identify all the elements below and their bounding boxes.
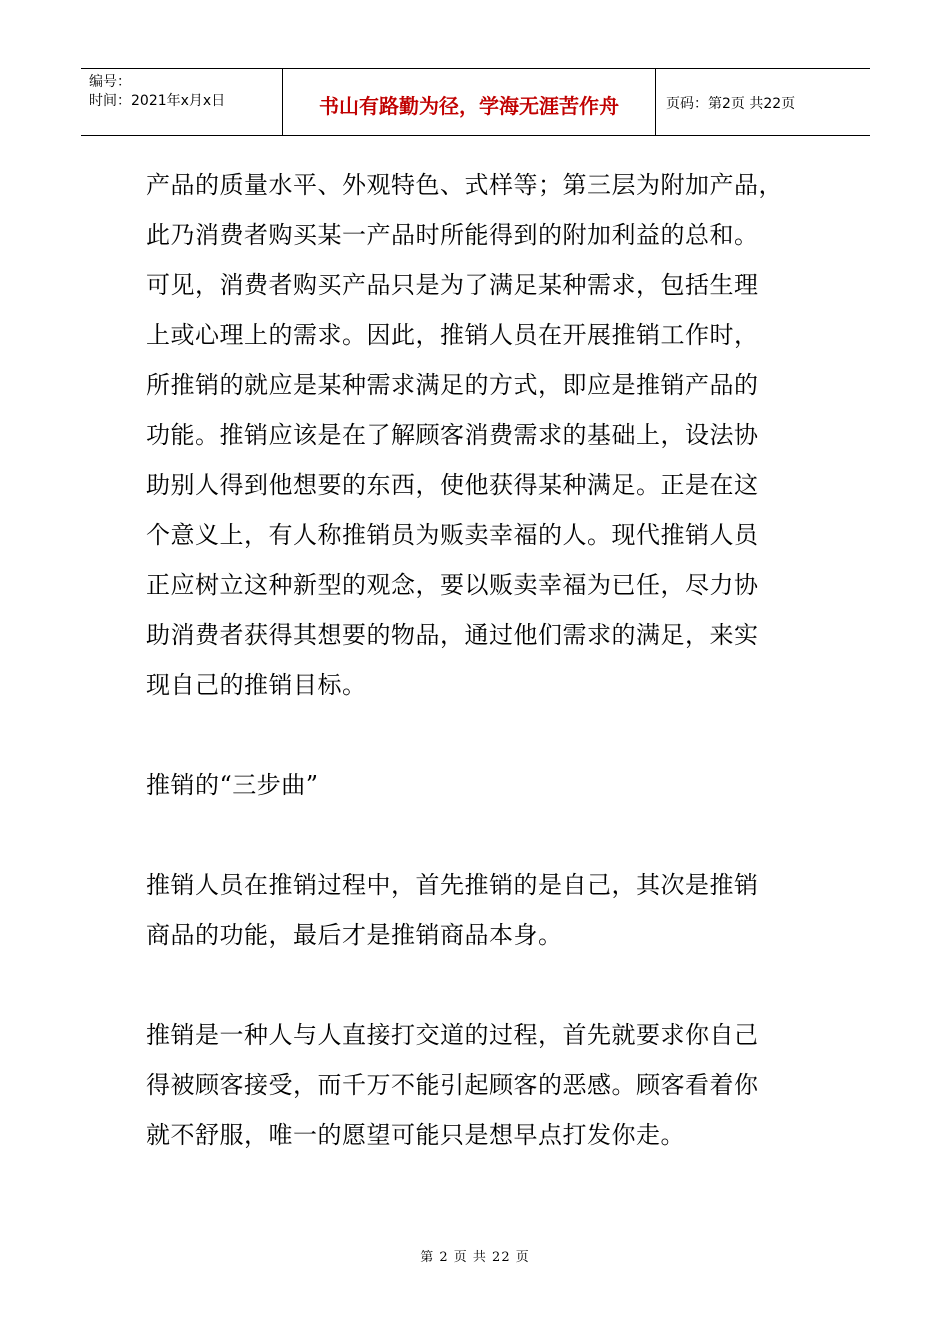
text-line: 推销是一种人与人直接打交道的过程，首先就要求你自己 xyxy=(146,1021,759,1049)
text-line: 现自己的推销目标。 xyxy=(146,671,367,699)
paragraph-gap xyxy=(146,960,796,1010)
text-line: 得被顾客接受，而千万不能引起顾客的恶感。顾客看着你 xyxy=(146,1071,759,1099)
document-body xyxy=(146,160,796,1160)
text-line: 所推销的就应是某种需求满足的方式，即应是推销产品的 xyxy=(146,371,759,399)
section-heading xyxy=(146,760,796,810)
paragraph-gap xyxy=(146,710,796,760)
text-line: 就不舒服，唯一的愿望可能只是想早点打发你走。 xyxy=(146,1121,685,1149)
page-info-text: 页码：第2页 共22页 xyxy=(666,96,796,112)
text-line: 助消费者获得其想要的物品，通过他们需求的满足，来实 xyxy=(146,621,759,649)
text-line: 可见，消费者购买产品只是为了满足某种需求，包括生理 xyxy=(146,271,759,299)
text-line: 个意义上，有人称推销员为贩卖幸福的人。现代推销人员 xyxy=(146,521,759,549)
text-line: 上或心理上的需求。因此，推销人员在开展推销工作时， xyxy=(146,321,759,349)
page-footer xyxy=(0,1246,950,1265)
header-meta-cell xyxy=(81,69,283,135)
footer-page-number: 第 2 页 共 22 页 xyxy=(420,1250,530,1265)
text-line: 商品的功能，最后才是推销商品本身。 xyxy=(146,921,563,949)
page-info-cell xyxy=(656,69,870,135)
paragraph-3 xyxy=(146,1010,796,1160)
paragraph-2 xyxy=(146,860,796,960)
paragraph-gap xyxy=(146,810,796,860)
motto-text: 书山有路勤为径，学海无涯苦作舟 xyxy=(319,93,619,118)
text-line: 产品的质量水平、外观特色、式样等；第三层为附加产品， xyxy=(146,171,783,199)
text-line: 助别人得到他想要的东西，使他获得某种满足。正是在这 xyxy=(146,471,759,499)
motto-cell xyxy=(283,69,656,135)
time-label: 时间：2021年x月x日 xyxy=(89,93,226,109)
number-label: 编号： xyxy=(89,74,131,90)
heading-text: 推销的“三步曲” xyxy=(146,771,319,799)
text-line: 正应树立这种新型的观念，要以贩卖幸福为已任，尽力协 xyxy=(146,571,759,599)
text-line: 推销人员在推销过程中，首先推销的是自己，其次是推销 xyxy=(146,871,759,899)
page-header xyxy=(81,68,870,136)
text-line: 此乃消费者购买某一产品时所能得到的附加利益的总和。 xyxy=(146,221,759,249)
text-line: 功能。推销应该是在了解顾客消费需求的基础上，设法协 xyxy=(146,421,759,449)
paragraph-1 xyxy=(146,160,796,710)
